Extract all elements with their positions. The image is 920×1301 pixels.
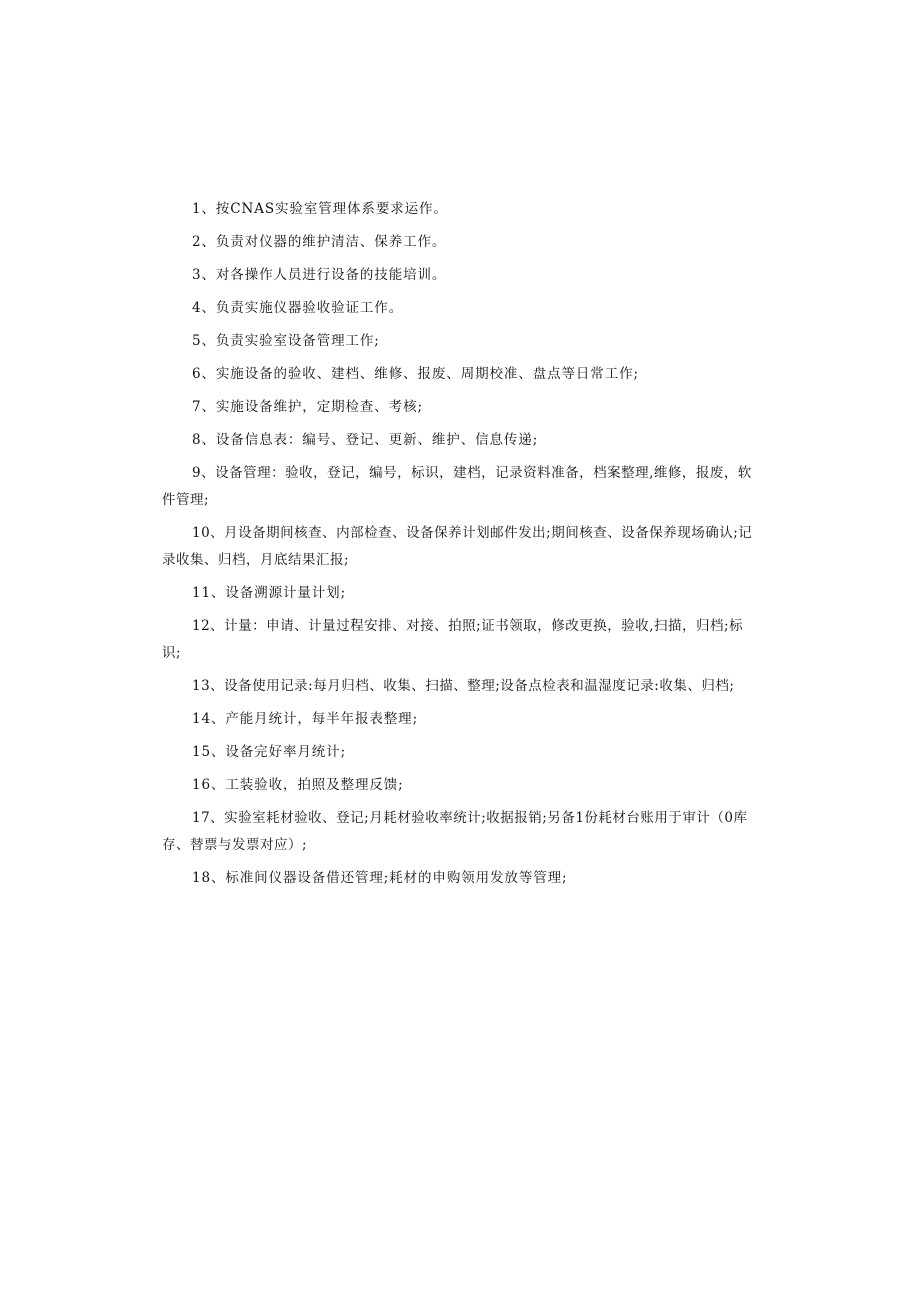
list-item: 16、工装验收，拍照及整理反馈;	[192, 777, 404, 793]
list-item: 9、设备管理：验收，登记，编号，标识，建档，记录资料准备，档案整理,维修，报废，软件管理;	[162, 465, 752, 508]
list-item: 7、实施设备维护，定期检查、考核;	[192, 399, 423, 415]
list-item: 17、实验室耗材验收、登记;月耗材验收率统计;收据报销;另备1份耗材台账用于审计（0库存、替票与发票对应）;	[162, 810, 748, 853]
list-item: 15、设备完好率月统计;	[192, 744, 347, 760]
list-item: 14、产能月统计，每半年报表整理;	[192, 711, 419, 727]
list-item: 3、对各操作人员进行设备的技能培训。	[192, 267, 447, 283]
list-item: 12、计量：申请、计量过程安排、对接、拍照;证书领取，修改更换，验收,扫描，归档;标识;	[162, 618, 744, 661]
list-item: 6、实施设备的验收、建档、维修、报废、周期校准、盘点等日常工作;	[192, 366, 639, 382]
list-item: 18、标准间仪器设备借还管理;耗材的申购领用发放等管理;	[192, 870, 568, 886]
list-item: 5、负责实验室设备管理工作;	[192, 333, 380, 349]
list-item: 10、月设备期间核查、内部检查、设备保养计划邮件发出;期间核查、设备保养现场确认;记录收集、归档，月底结果汇报;	[162, 525, 753, 568]
list-item: 2、负责对仪器的维护清洁、保养工作。	[192, 234, 447, 250]
list-item: 8、设备信息表：编号、登记、更新、维护、信息传递;	[192, 432, 539, 448]
list-item: 4、负责实施仪器验收验证工作。	[192, 300, 404, 316]
list-item: 13、设备使用记录:每月归档、收集、扫描、整理;设备点检表和温湿度记录:收集、归档;	[192, 678, 735, 694]
duty-list	[162, 196, 762, 898]
list-item: 1、按CNAS实验室管理体系要求运作。	[192, 201, 448, 217]
list-item: 11、设备溯源计量计划;	[192, 585, 347, 601]
